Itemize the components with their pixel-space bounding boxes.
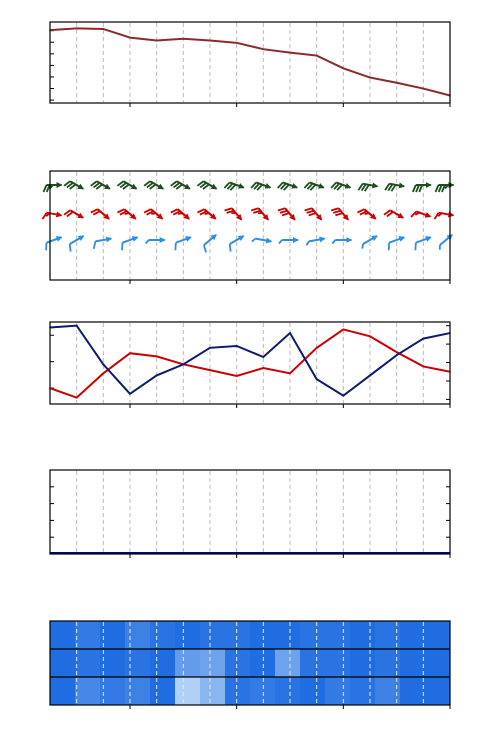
- humidity-point: [129, 393, 131, 395]
- temperature-point: [209, 369, 211, 371]
- wind-barb-feather: [205, 213, 210, 214]
- cloud-cell: [400, 649, 426, 677]
- wind-barb-shaft: [255, 239, 271, 242]
- humidity-point: [103, 364, 105, 366]
- wind-barb-feather: [439, 185, 442, 192]
- cloud-cell: [300, 649, 326, 677]
- wind-barb: [42, 213, 61, 219]
- temperature-point: [289, 373, 291, 375]
- cloud-cell: [250, 677, 276, 705]
- temperature-line: [50, 329, 450, 397]
- wind-barb: [144, 181, 163, 189]
- temperature-point: [76, 397, 78, 399]
- wind-barb: [197, 181, 216, 189]
- temperature-point: [316, 347, 318, 349]
- plot-frame: [50, 22, 450, 103]
- wind-barb: [332, 240, 351, 244]
- wind-barb-feather: [436, 185, 439, 192]
- wind-barb-feather: [307, 211, 314, 213]
- pressure-point: [76, 28, 78, 30]
- wind-barb: [225, 208, 242, 219]
- wind-barb: [385, 184, 404, 191]
- pressure-point: [129, 37, 131, 39]
- cloud-cell: [125, 649, 151, 677]
- wind-barb-feather: [279, 240, 282, 244]
- humidity-point: [156, 375, 158, 377]
- cloud-cell: [325, 621, 351, 649]
- wind-barb-shaft: [309, 239, 325, 242]
- temperature-point: [263, 367, 265, 369]
- cloud-cell: [150, 621, 176, 649]
- cloud-cell: [275, 621, 301, 649]
- wind-barb: [46, 237, 61, 250]
- humidity-point: [183, 364, 185, 366]
- wind-barb-feather: [332, 240, 335, 244]
- wind-barb: [331, 182, 350, 190]
- cloud-cell: [175, 649, 201, 677]
- cloud-cell: [50, 621, 76, 649]
- humidity-point: [396, 354, 398, 356]
- temperature-point: [236, 375, 238, 377]
- humidity-line: [50, 326, 450, 396]
- cloud-cell: [225, 677, 251, 705]
- wind-barb: [251, 208, 268, 219]
- cloud-cell: [200, 621, 226, 649]
- wind-barb-feather: [333, 211, 340, 213]
- wind-barb-feather: [362, 244, 363, 249]
- wind-barb: [171, 209, 189, 219]
- cloud-cell: [150, 649, 176, 677]
- wind-barb: [304, 182, 323, 190]
- cloud-cell: [300, 621, 326, 649]
- plot-frame: [50, 322, 450, 404]
- wind-barb-feather: [178, 213, 183, 214]
- wind-barb-feather: [230, 244, 231, 252]
- cloud-cell: [425, 649, 451, 677]
- wind-barb: [91, 209, 109, 219]
- cloud-cell: [125, 677, 151, 705]
- wind-barb: [91, 181, 110, 189]
- wind-barb: [252, 239, 271, 242]
- cloud-cell: [75, 649, 101, 677]
- pressure-point: [423, 88, 425, 90]
- humidity-point: [423, 338, 425, 340]
- pressure-line: [50, 28, 450, 95]
- pressure-point: [156, 40, 158, 42]
- temperature-point: [343, 329, 345, 331]
- pressure-point: [289, 52, 291, 54]
- wind-barb: [146, 240, 165, 244]
- panel-5: [50, 621, 451, 709]
- pressure-point: [183, 38, 185, 40]
- wind-barb: [117, 209, 135, 219]
- wind-barb: [358, 184, 377, 191]
- wind-barb-feather: [331, 208, 338, 210]
- cloud-cell: [150, 677, 176, 705]
- wind-barb: [144, 209, 162, 219]
- wind-barb-feather: [252, 239, 256, 242]
- panel-1: [49, 22, 451, 107]
- wind-barb: [64, 210, 83, 218]
- humidity-point: [209, 347, 211, 349]
- pressure-point: [396, 82, 398, 84]
- wind-barb-feather: [419, 185, 422, 192]
- wind-barb-feather: [335, 213, 342, 215]
- wind-barb-feather: [47, 185, 50, 192]
- wind-barb-feather: [278, 208, 285, 210]
- wind-barb: [331, 208, 348, 219]
- wind-barb: [64, 181, 83, 189]
- cloud-cell: [125, 621, 151, 649]
- wind-barb: [197, 209, 215, 219]
- wind-barb-feather: [251, 208, 258, 210]
- wind-barb: [278, 182, 297, 190]
- wind-barb-feather: [44, 185, 47, 192]
- wind-barb-feather: [306, 241, 308, 245]
- wind-barb: [411, 211, 430, 217]
- cloud-cell: [275, 677, 301, 705]
- pressure-point: [103, 28, 105, 30]
- panel-3: [49, 322, 451, 408]
- wind-barb: [305, 208, 322, 219]
- wind-barb: [384, 210, 403, 218]
- cloud-cell: [325, 677, 351, 705]
- wind-barb-feather: [309, 213, 316, 215]
- cloud-cell: [225, 621, 251, 649]
- wind-barb-feather: [416, 185, 419, 192]
- temperature-point: [369, 335, 371, 337]
- cloud-cell: [75, 677, 101, 705]
- wind-barb: [117, 181, 136, 189]
- cloud-cell: [350, 677, 376, 705]
- wind-barb: [251, 182, 270, 190]
- cloud-cell: [75, 621, 101, 649]
- wind-barb-feather: [413, 185, 416, 192]
- humidity-point: [263, 356, 265, 358]
- wind-barb: [413, 185, 431, 192]
- wind-barb: [171, 181, 190, 189]
- temperature-point: [423, 366, 425, 368]
- cloud-cell: [50, 677, 76, 705]
- humidity-point: [289, 332, 291, 334]
- cloud-cell: [50, 649, 76, 677]
- wind-barb: [306, 239, 324, 246]
- wind-barb: [44, 185, 62, 192]
- humidity-point: [343, 395, 345, 397]
- wind-barb-feather: [204, 245, 206, 252]
- pressure-point: [369, 77, 371, 79]
- cloud-cell: [425, 677, 451, 705]
- cloud-cell: [300, 677, 326, 705]
- temperature-point: [156, 356, 158, 358]
- pressure-point: [343, 67, 345, 69]
- wind-barb-feather: [225, 208, 232, 210]
- wind-barb-shaft: [46, 237, 61, 242]
- panel-4: [50, 470, 450, 558]
- wind-barb-feather: [305, 208, 312, 210]
- humidity-point: [369, 375, 371, 377]
- cloud-cell: [350, 649, 376, 677]
- humidity-point: [76, 325, 78, 327]
- pressure-point: [316, 55, 318, 57]
- cloud-cell: [175, 677, 201, 705]
- wind-barb-feather: [282, 213, 289, 215]
- wind-barb: [278, 208, 295, 219]
- wind-barb: [94, 239, 111, 249]
- wind-barb: [357, 209, 375, 219]
- cloud-cell: [400, 621, 426, 649]
- cloud-cell: [200, 649, 226, 677]
- temperature-point: [396, 351, 398, 353]
- cloud-cell: [250, 649, 276, 677]
- cloud-cell: [350, 621, 376, 649]
- pressure-point: [236, 42, 238, 44]
- wind-barb-feather: [125, 213, 130, 214]
- wind-barb-shaft: [95, 239, 111, 242]
- cloud-cell: [200, 677, 226, 705]
- wind-barb-feather: [365, 213, 370, 214]
- panel-2: [42, 171, 453, 284]
- cloud-cell: [175, 621, 201, 649]
- temperature-point: [129, 352, 131, 354]
- humidity-point: [316, 378, 318, 380]
- wind-barb-feather: [280, 211, 287, 213]
- pressure-point: [263, 48, 265, 50]
- cloud-cell: [275, 649, 301, 677]
- cloud-cell: [225, 649, 251, 677]
- wind-barb-feather: [146, 240, 149, 244]
- cloud-cell: [425, 621, 451, 649]
- cloud-cell: [400, 677, 426, 705]
- wind-barb-feather: [94, 241, 96, 248]
- temperature-point: [103, 373, 105, 375]
- cloud-cell: [325, 649, 351, 677]
- wind-barb-feather: [70, 244, 71, 252]
- cloud-cell: [250, 621, 276, 649]
- plot-frame: [50, 470, 450, 554]
- wind-barb: [436, 185, 454, 192]
- wind-barb: [224, 182, 243, 190]
- wind-barb-feather: [151, 213, 156, 214]
- humidity-point: [236, 345, 238, 347]
- pressure-point: [209, 40, 211, 42]
- wind-barb: [279, 240, 298, 244]
- wind-barb-feather: [442, 185, 445, 192]
